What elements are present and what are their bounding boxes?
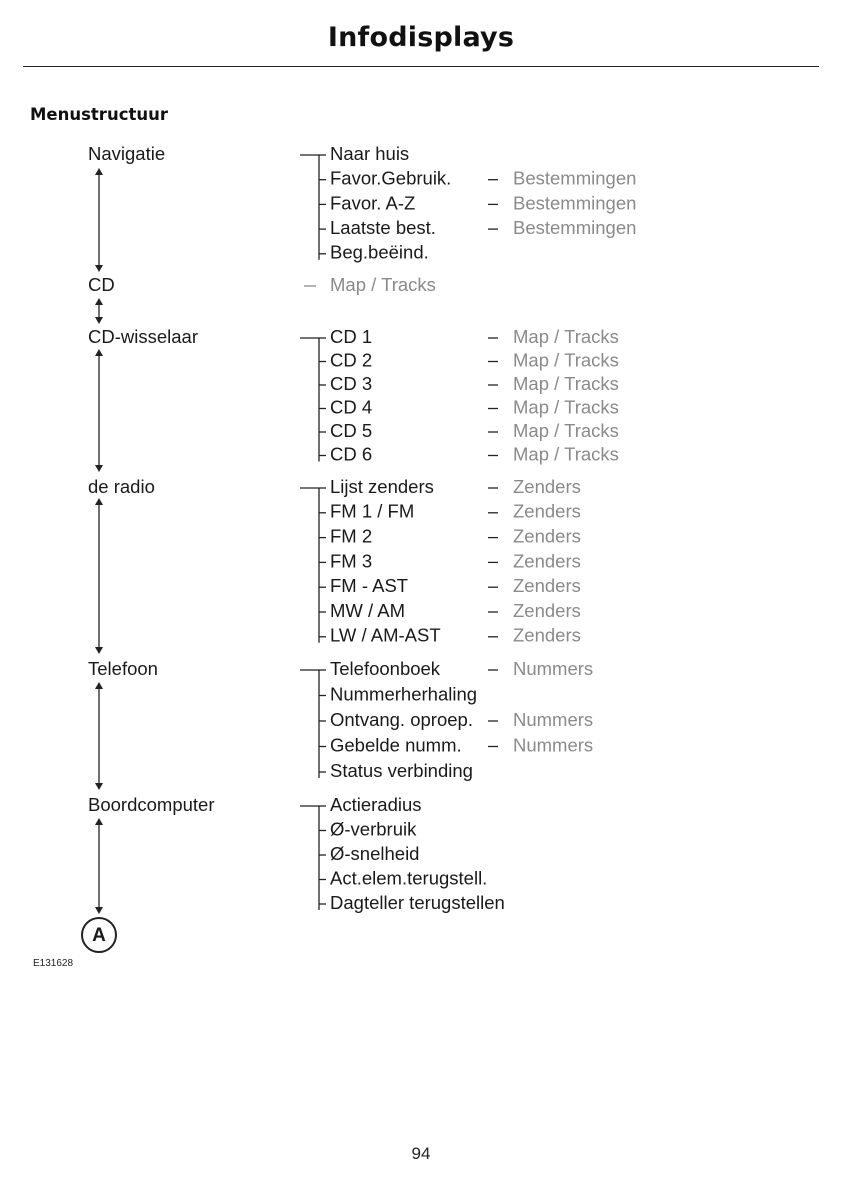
submenu-detail: Map / Tracks [513, 443, 619, 465]
menu-group-label: Telefoon [88, 657, 158, 679]
submenu-item: CD 5 [330, 419, 373, 441]
submenu-detail: Nummers [513, 734, 594, 756]
submenu-detail: Map / Tracks [513, 419, 619, 441]
arrow-down-icon [95, 907, 103, 914]
submenu-detail: Nummers [513, 657, 594, 679]
submenu-detail: Zenders [513, 599, 581, 621]
submenu-item: Dagteller terugstellen [330, 891, 505, 913]
arrow-up-icon [95, 168, 103, 175]
submenu-item: MW / AM [330, 599, 406, 621]
submenu-item: FM 1 / FM [330, 500, 415, 522]
menu-group-label: Navigatie [88, 142, 166, 164]
submenu-item: Ontvang. oproep. [330, 708, 473, 730]
menu-group-label: CD [88, 273, 115, 295]
figure-code: E131628 [33, 958, 74, 969]
arrow-up-icon [95, 349, 103, 356]
submenu-detail: Bestemmingen [513, 192, 637, 214]
section-heading: Menustructuur [30, 105, 168, 124]
submenu-detail: Zenders [513, 624, 581, 646]
submenu-detail: Map / Tracks [330, 273, 436, 295]
submenu-item: Act.elem.terugstell. [330, 867, 488, 889]
submenu-item: CD 6 [330, 443, 373, 465]
submenu-item: FM 3 [330, 550, 373, 572]
submenu-item: Favor. A-Z [330, 192, 416, 214]
submenu-item: Favor.Gebruik. [330, 167, 452, 189]
submenu-item: Beg.beëind. [330, 241, 429, 263]
arrow-up-icon [95, 818, 103, 825]
menu-group-label: de radio [88, 475, 155, 497]
submenu-detail: Map / Tracks [513, 372, 619, 394]
submenu-detail: Map / Tracks [513, 349, 619, 371]
submenu-item: Laatste best. [330, 216, 436, 238]
submenu-item: Gebelde numm. [330, 734, 462, 756]
submenu-item: CD 2 [330, 349, 373, 371]
submenu-detail: Zenders [513, 475, 581, 497]
arrow-down-icon [95, 317, 103, 324]
submenu-item: Ø-verbruik [330, 818, 417, 840]
arrow-up-icon [95, 298, 103, 305]
submenu-detail: Bestemmingen [513, 216, 637, 238]
arrow-up-icon [95, 498, 103, 505]
submenu-item: FM 2 [330, 525, 373, 547]
page-title: Infodisplays [327, 22, 515, 53]
arrow-up-icon [95, 682, 103, 689]
submenu-item: FM - AST [330, 575, 409, 597]
arrow-down-icon [95, 265, 103, 272]
submenu-detail: Zenders [513, 575, 581, 597]
menu-group-label: Boordcomputer [88, 793, 215, 815]
submenu-item: Telefoonboek [330, 657, 441, 679]
submenu-item: Status verbinding [330, 759, 473, 781]
submenu-detail: Map / Tracks [513, 396, 619, 418]
submenu-item: Lijst zenders [330, 475, 434, 497]
menu-group-label: CD-wisselaar [88, 325, 198, 347]
submenu-detail: Zenders [513, 525, 581, 547]
submenu-detail: Zenders [513, 550, 581, 572]
arrow-down-icon [95, 465, 103, 472]
submenu-item: Ø-snelheid [330, 842, 420, 864]
submenu-item: CD 1 [330, 325, 373, 347]
submenu-item: CD 4 [330, 396, 373, 418]
end-marker-label: A [92, 925, 106, 947]
submenu-detail: Zenders [513, 500, 581, 522]
arrow-down-icon [95, 783, 103, 790]
submenu-item: Nummerherhaling [330, 683, 478, 705]
submenu-detail: Bestemmingen [513, 167, 637, 189]
submenu-item: Naar huis [330, 142, 410, 164]
submenu-item: Actieradius [330, 793, 422, 815]
submenu-item: CD 3 [330, 372, 373, 394]
submenu-item: LW / AM-AST [330, 624, 441, 646]
submenu-detail: Map / Tracks [513, 325, 619, 347]
submenu-detail: Nummers [513, 708, 594, 730]
arrow-down-icon [95, 647, 103, 654]
page-number: 94 [411, 1144, 431, 1163]
